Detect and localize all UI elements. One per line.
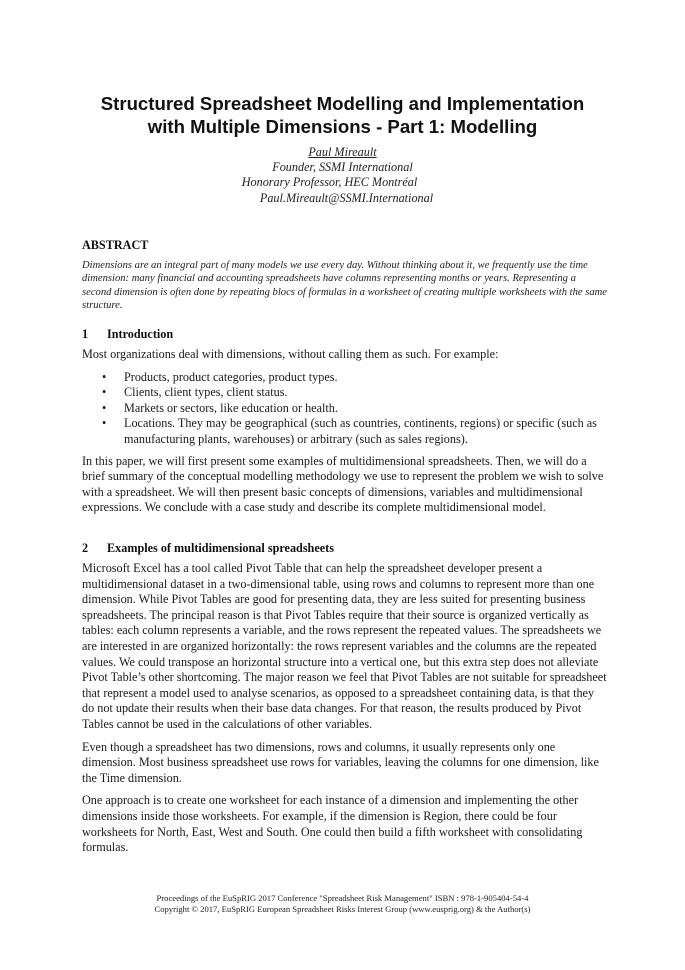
- section-2-paragraph: One approach is to create one worksheet for each instance of a dimension and implementing the other dimensions inside those worksheets. For example, if the dimension is Region, there could be four worksheets for North, East, West and South. One could then build a fifth worksheet with consolidating formulas.: [82, 793, 583, 855]
- author-email: Paul.Mireault@SSMI.International: [259, 190, 434, 205]
- section-1-heading: [82, 327, 173, 342]
- list-item: [82, 385, 607, 401]
- author-affiliation-1: Founder, SSMI International: [272, 160, 413, 175]
- list-item: [82, 401, 607, 417]
- list-item-text: Products, product categories, product types.: [124, 369, 338, 384]
- abstract-heading: ABSTRACT: [82, 238, 149, 252]
- list-item-text: Clients, client types, client status.: [124, 385, 288, 400]
- section-2-body: [82, 561, 607, 856]
- section-2-paragraph: Even though a spreadsheet has two dimensions, rows and columns, it usually represents only one dimension. Most business spreadsheet use rows for variables, leaving the columns for one dimension, like the Time dimension.: [82, 739, 599, 785]
- section-2-paragraph: Microsoft Excel has a tool called Pivot Table that can help the spreadsheet developer present a multidimensional dataset in a two-dimensional table, using rows and columns to represent more than one dimension. While Pivot Tables are good for presenting data, they are less suited for presenting business spreadsheets. The principal reason is that Pivot Tables require that their source is organized vertically as tables: each column represents a variable, and the rows represent the repeated values. The spreadsheets we are interested in are organized horizontally: the rows represent variables and the columns are the repeated values. We could transpose an horizontal structure into a vertical one, but this extra step does not alleviate Pivot Table’s other shortcoming. The major reason we feel that Pivot Tables are not suitable for spreadsheet that represent a model used to analyse scenarios, as opposed to a spreadsheet containing data, is that they do not update their results when their base data changes. For that reason, the results produced by Pivot Tables cannot be used in the calculations of other variables.: [82, 561, 607, 731]
- author-block: [40, 145, 645, 206]
- dimension-examples-list: [82, 370, 607, 448]
- page-footer: [60, 893, 625, 915]
- author-affiliation-2: Honorary Professor, HEC Montréal: [241, 175, 418, 190]
- bullet-icon: •: [102, 416, 107, 431]
- footer-copyright: Copyright © 2017, EuSpRIG European Spreadsheet Risks Interest Group (www.eusprig.org) & the Author(s): [154, 904, 531, 914]
- section-2-heading: [82, 541, 334, 556]
- bullet-icon: •: [102, 400, 107, 415]
- section-1-body: [82, 347, 607, 516]
- list-item: [82, 416, 607, 447]
- abstract-text: Dimensions are an integral part of many models we use every day. Without thinking about it, we frequently use the time dimension: many financial and accounting spreadsheets have columns representing months or years. Representing a second dimension is often done by repeating blocs of formulas in a worksheet of creating multiple worksheets with the same structure.: [82, 260, 608, 311]
- section-number: 2: [82, 541, 89, 555]
- footer-proceedings: Proceedings of the EuSpRIG 2017 Conference "Spreadsheet Risk Management" ISBN : 978-1-905404-54-4: [156, 893, 529, 903]
- title-line-2: with Multiple Dimensions - Part 1: Modelling: [147, 116, 538, 137]
- section-1-intro: Most organizations deal with dimensions, without calling them as such. For example:: [82, 347, 499, 361]
- section-number: 1: [82, 327, 89, 341]
- section-title: Introduction: [107, 327, 174, 341]
- list-item-text: Markets or sectors, like education or health.: [124, 400, 338, 415]
- bullet-icon: •: [102, 385, 107, 400]
- list-item-text: Locations. They may be geographical (such as countries, continents, regions) or specific (such as manufacturing plants, warehouses) or arbitrary (such as sales regions).: [124, 416, 597, 446]
- section-title: Examples of multidimensional spreadsheets: [107, 541, 334, 555]
- list-item: [82, 370, 607, 386]
- bullet-icon: •: [102, 369, 107, 384]
- section-1-paragraph: In this paper, we will first present some examples of multidimensional spreadsheets. Then, we will do a brief summary of the conceptual modelling methodology we use to represent the problem we wish to solve with a spreadsheet. We will then present basic concepts of dimensions, variables and multidimensional expressions. We conclude with a case study and describe its complete multidimensional model.: [82, 453, 604, 515]
- title-line-1: Structured Spreadsheet Modelling and Implementation: [100, 93, 585, 114]
- paper-title: [40, 92, 645, 138]
- author-name: Paul Mireault: [308, 145, 377, 159]
